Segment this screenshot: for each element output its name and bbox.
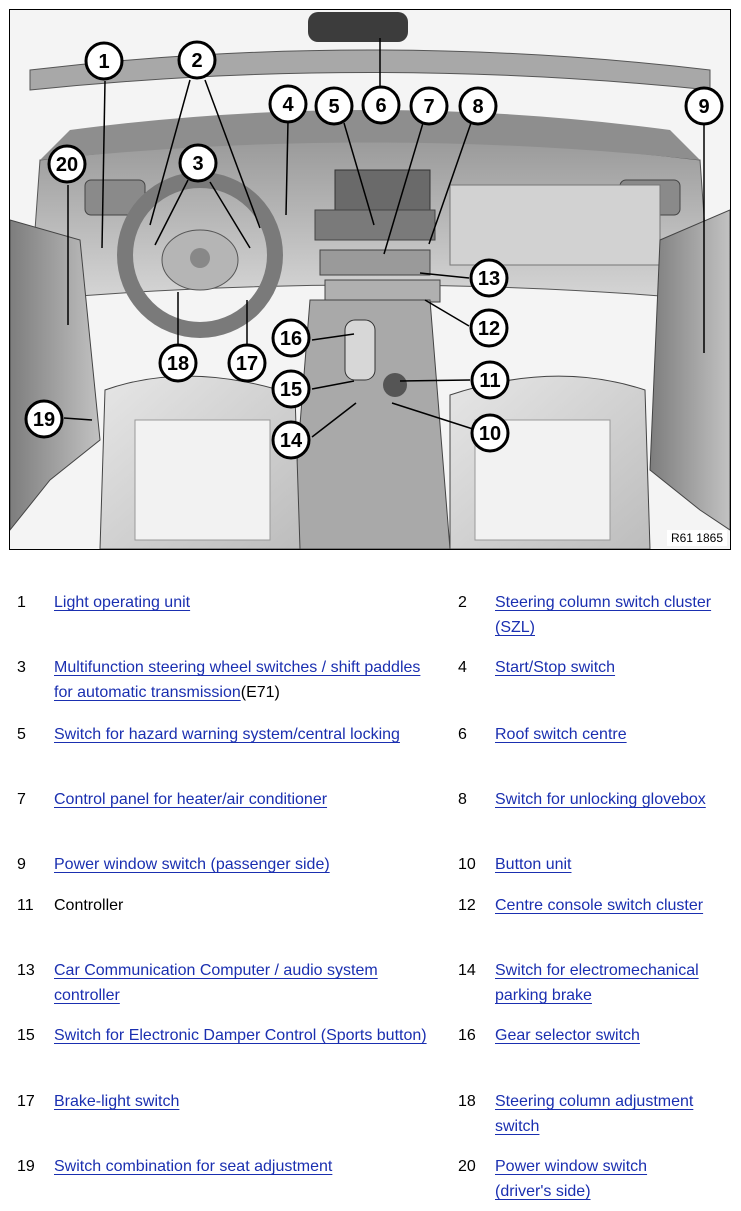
legend-link-multifunction-steering-wheel[interactable]: Multifunction steering wheel switches / shift paddles for automatic transmission — [54, 659, 421, 701]
legend-number: 3 — [17, 659, 26, 676]
legend-link-car-communication-computer[interactable]: Car Communication Computer / audio system controller — [54, 962, 378, 1004]
legend-link-electronic-damper-control[interactable]: Switch for Electronic Damper Control (Sports button) — [54, 1027, 427, 1044]
svg-text:9: 9 — [698, 96, 710, 118]
svg-text:14: 14 — [279, 430, 303, 452]
legend-row — [0, 655, 741, 707]
legend-number: 13 — [17, 962, 35, 979]
legend-number: 2 — [458, 594, 467, 611]
legend-link-seat-adjustment-switch[interactable]: Switch combination for seat adjustment — [54, 1158, 333, 1175]
callout-20 — [49, 146, 85, 182]
legend-text-controller: Controller — [54, 897, 124, 914]
svg-text:6: 6 — [375, 95, 387, 117]
legend-row — [0, 590, 741, 642]
cockpit-drawing — [10, 10, 730, 549]
legend-number: 20 — [458, 1158, 476, 1175]
legend-suffix: (E71) — [240, 684, 280, 701]
svg-text:18: 18 — [166, 353, 190, 375]
legend-link-steering-column-switch-cluster[interactable]: Steering column switch cluster (SZL) — [495, 594, 712, 636]
legend-link-brake-light-switch[interactable]: Brake-light switch — [54, 1093, 180, 1110]
legend-number: 16 — [458, 1027, 476, 1044]
callout-14 — [273, 422, 309, 458]
legend-entry — [54, 655, 434, 705]
legend-link-parking-brake-switch[interactable]: Switch for electromechanical parking brake — [495, 962, 699, 1004]
svg-text:19: 19 — [32, 409, 56, 431]
legend-row — [0, 1089, 741, 1141]
legend-number: 5 — [17, 726, 26, 743]
callout-11 — [472, 362, 508, 398]
svg-text:10: 10 — [478, 423, 502, 445]
svg-text:11: 11 — [479, 370, 501, 392]
legend-number: 12 — [458, 897, 476, 914]
callout-10 — [472, 415, 508, 451]
callout-6 — [363, 87, 399, 123]
legend-link-roof-switch-centre[interactable]: Roof switch centre — [495, 726, 627, 743]
svg-text:7: 7 — [423, 96, 435, 118]
legend-row — [0, 1023, 741, 1075]
legend-number: 15 — [17, 1027, 35, 1044]
legend-row — [0, 958, 741, 1010]
legend-link-centre-console-switch-cluster[interactable]: Centre console switch cluster — [495, 897, 704, 914]
callout-5 — [316, 88, 352, 124]
callout-17 — [229, 345, 265, 381]
legend-number: 18 — [458, 1093, 476, 1110]
callout-18 — [160, 345, 196, 381]
svg-text:16: 16 — [279, 328, 303, 350]
svg-text:5: 5 — [328, 96, 340, 118]
callout-4 — [270, 86, 306, 122]
legend-number: 14 — [458, 962, 476, 979]
svg-text:15: 15 — [279, 379, 303, 401]
callout-9 — [686, 88, 722, 124]
legend-number: 9 — [17, 856, 26, 873]
legend-row — [0, 893, 741, 945]
legend-number: 6 — [458, 726, 467, 743]
svg-text:3: 3 — [192, 153, 204, 175]
callout-7 — [411, 88, 447, 124]
svg-text:2: 2 — [191, 50, 203, 72]
svg-text:20: 20 — [55, 154, 79, 176]
legend-link-power-window-passenger[interactable]: Power window switch (passenger side) — [54, 856, 330, 873]
callout-19 — [26, 401, 62, 437]
callout-2 — [179, 42, 215, 78]
legend-row — [0, 722, 741, 774]
legend-row — [0, 1154, 741, 1206]
legend-row — [0, 787, 741, 839]
svg-text:8: 8 — [472, 96, 484, 118]
legend-link-start-stop-switch[interactable]: Start/Stop switch — [495, 659, 616, 676]
callout-13 — [471, 260, 507, 296]
callout-3 — [180, 145, 216, 181]
interior-illustration — [9, 9, 731, 550]
svg-text:13: 13 — [477, 268, 501, 290]
svg-text:4: 4 — [282, 94, 294, 116]
svg-text:1: 1 — [98, 51, 110, 73]
legend-number: 19 — [17, 1158, 35, 1175]
figure-reference-code: R61 1865 — [667, 530, 727, 546]
legend-number: 11 — [17, 897, 34, 914]
legend-link-gear-selector-switch[interactable]: Gear selector switch — [495, 1027, 640, 1044]
legend-link-steering-column-adjustment[interactable]: Steering column adjustment switch — [495, 1093, 694, 1135]
callout-1 — [86, 43, 122, 79]
svg-text:17: 17 — [235, 353, 259, 375]
legend-link-glovebox-unlock-switch[interactable]: Switch for unlocking glovebox — [495, 791, 706, 808]
legend-link-light-operating-unit[interactable]: Light operating unit — [54, 594, 191, 611]
legend-link-heater-control-panel[interactable]: Control panel for heater/air conditioner — [54, 791, 328, 808]
callout-16 — [273, 320, 309, 356]
legend-number: 4 — [458, 659, 467, 676]
callout-8 — [460, 88, 496, 124]
svg-text:12: 12 — [477, 318, 501, 340]
callout-12 — [471, 310, 507, 346]
legend-number: 7 — [17, 791, 26, 808]
callout-15 — [273, 371, 309, 407]
legend-link-power-window-driver[interactable]: Power window switch (driver's side) — [495, 1158, 648, 1200]
legend-number: 17 — [17, 1093, 35, 1110]
legend-link-button-unit[interactable]: Button unit — [495, 856, 572, 873]
legend-number: 10 — [458, 856, 476, 873]
legend-number: 8 — [458, 791, 467, 808]
legend-number: 1 — [17, 594, 26, 611]
legend-link-hazard-warning-central-locking[interactable]: Switch for hazard warning system/central locking — [54, 726, 400, 743]
